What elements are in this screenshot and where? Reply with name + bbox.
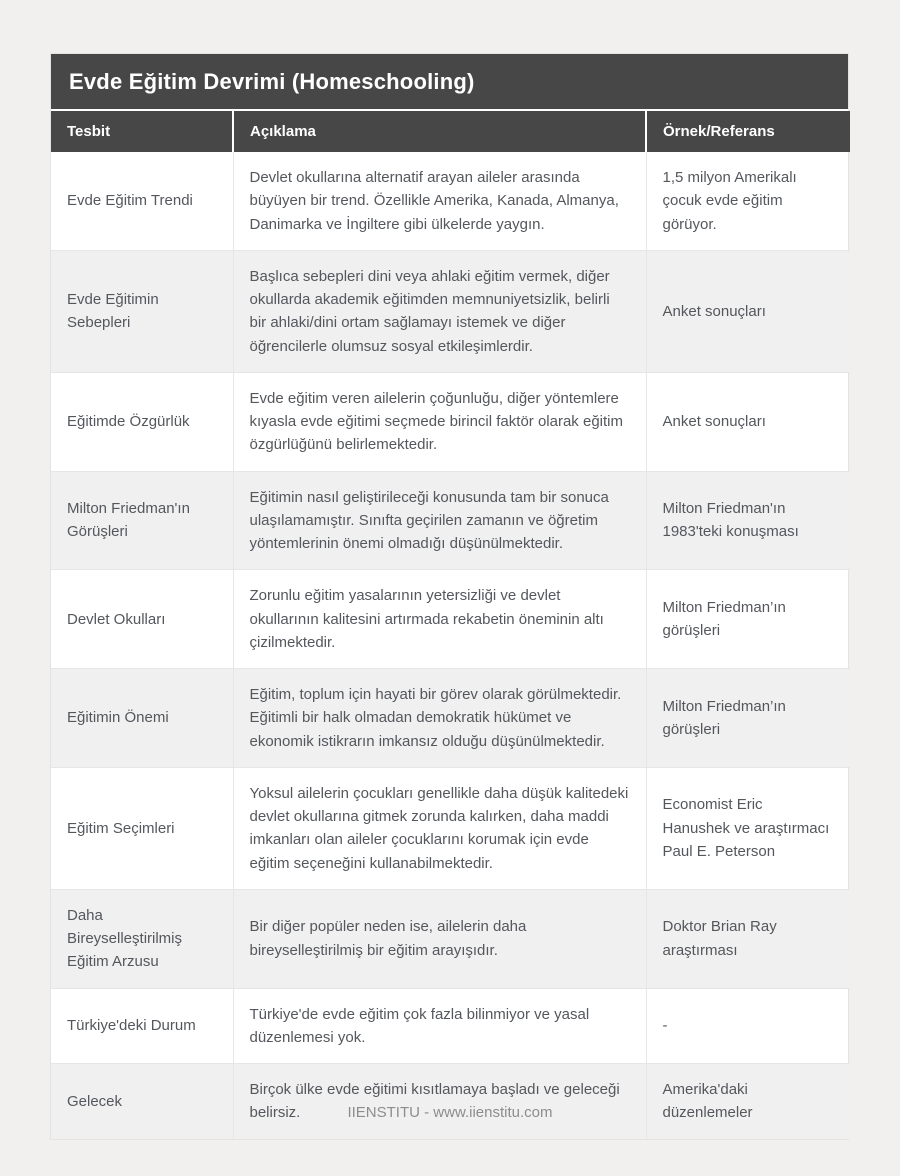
cell-aciklama: Başlıca sebepleri dini veya ahlaki eğitim vermek, diğer okullarda akademik eğitimden memnuniyetsizlik, belirli bir ahlaki/dini ortam sağlamayı istemek ve diğer öğrencilerle olumsuz sosyal etkileşimlerdir.: [233, 250, 646, 372]
cell-aciklama: Evde eğitim veren ailelerin çoğunluğu, diğer yöntemlere kıyasla evde eğitimi seçmede birincil faktör olarak eğitim özgürlüğünü belirlemektedir.: [233, 372, 646, 471]
cell-tesbit: Eğitimde Özgürlük: [51, 372, 233, 471]
cell-tesbit: Evde Eğitimin Sebepleri: [51, 250, 233, 372]
table-row: [51, 1064, 850, 1139]
table-row: [51, 372, 850, 471]
cell-aciklama: Eğitimin nasıl geliştirileceği konusunda tam bir sonuca ulaşılamamıştır. Sınıfta geçirilen zamanın ve öğretim yöntemlerinin önemi olmadığı düşünülmektedir.: [233, 471, 646, 570]
table-row: [51, 471, 850, 570]
cell-tesbit: Evde Eğitim Trendi: [67, 192, 193, 210]
table-row: [51, 988, 850, 1064]
table-row: [51, 889, 850, 988]
cell-aciklama: Eğitim, toplum için hayati bir görev olarak görülmektedir. Eğitimli bir halk olmadan demokratik hükümet ve ekonomik istikrarın imkansız olduğu düşünülmektedir.: [233, 669, 646, 768]
column-header-referans: Örnek/Referans: [646, 111, 850, 152]
page-title: Evde Eğitim Devrimi (Homeschooling): [51, 54, 848, 111]
table-row: [51, 570, 850, 669]
cell-referans: -: [646, 988, 850, 1064]
cell-tesbit: Eğitim Seçimleri: [51, 767, 233, 889]
cell-referans: Amerika'daki düzenlemeler: [646, 1064, 850, 1139]
cell-tesbit: Türkiye'deki Durum: [51, 988, 233, 1064]
table-row: [51, 152, 850, 250]
cell-referans: Milton Friedman'ın 1983'teki konuşması: [646, 471, 850, 570]
cell-referans: Anket sonuçları: [646, 372, 850, 471]
cell-tesbit: Gelecek: [51, 1064, 233, 1139]
column-header-aciklama: Açıklama: [233, 111, 646, 152]
cell-tesbit: Eğitimin Önemi: [51, 669, 233, 768]
table-row: [51, 669, 850, 768]
cell-tesbit: Daha Bireyselleştirilmiş Eğitim Arzusu: [51, 889, 233, 988]
table-header-row: [51, 111, 850, 152]
cell-referans: Doktor Brian Ray araştırması: [646, 889, 850, 988]
cell-tesbit: Devlet Okulları: [51, 570, 233, 669]
column-header-tesbit: Tesbit: [51, 111, 233, 152]
homeschooling-table: [51, 111, 850, 1139]
footer-credit: IIENSTITU - www.iienstitu.com: [347, 1104, 553, 1121]
table-row: [51, 250, 850, 372]
cell-tesbit: Milton Friedman'ın Görüşleri: [51, 471, 233, 570]
cell-referans: Milton Friedman’ın görüşleri: [646, 570, 850, 669]
cell-referans: Anket sonuçları: [646, 250, 850, 372]
cell-aciklama: Zorunlu eğitim yasalarının yetersizliği ve devlet okullarının kalitesini artırmada rekabetin öneminin altı çizilmektedir.: [233, 570, 646, 669]
cell-aciklama: Yoksul ailelerin çocukları genellikle daha düşük kalitedeki devlet okullarına gitmek zorunda kalırken, daha maddi imkanları olan aileler çocuklarını korumak için evde eğitim seçeneğini kullanabilmektedir.: [233, 767, 646, 889]
cell-aciklama: Bir diğer popüler neden ise, ailelerin daha bireyselleştirilmiş bir eğitim arayışıdır.: [233, 889, 646, 988]
table-row: [51, 767, 850, 889]
cell-aciklama: Türkiye'de evde eğitim çok fazla bilinmiyor ve yasal düzenlemesi yok.: [233, 988, 646, 1064]
cell-referans: 1,5 milyon Amerikalı çocuk evde eğitim görüyor.: [646, 152, 850, 250]
cell-referans: Economist Eric Hanushek ve araştırmacı Paul E. Peterson: [646, 767, 850, 889]
document-card: [50, 53, 849, 1140]
cell-aciklama: Devlet okullarına alternatif arayan aileler arasında büyüyen bir trend. Özellikle Amerika, Kanada, Almanya, Danimarka ve İngiltere gibi ülkelerde yaygın.: [233, 152, 646, 250]
cell-aciklama: Birçok ülke evde eğitimi kısıtlamaya başladı ve geleceği belirsiz.: [233, 1064, 646, 1139]
cell-referans: Milton Friedman’ın görüşleri: [646, 669, 850, 768]
